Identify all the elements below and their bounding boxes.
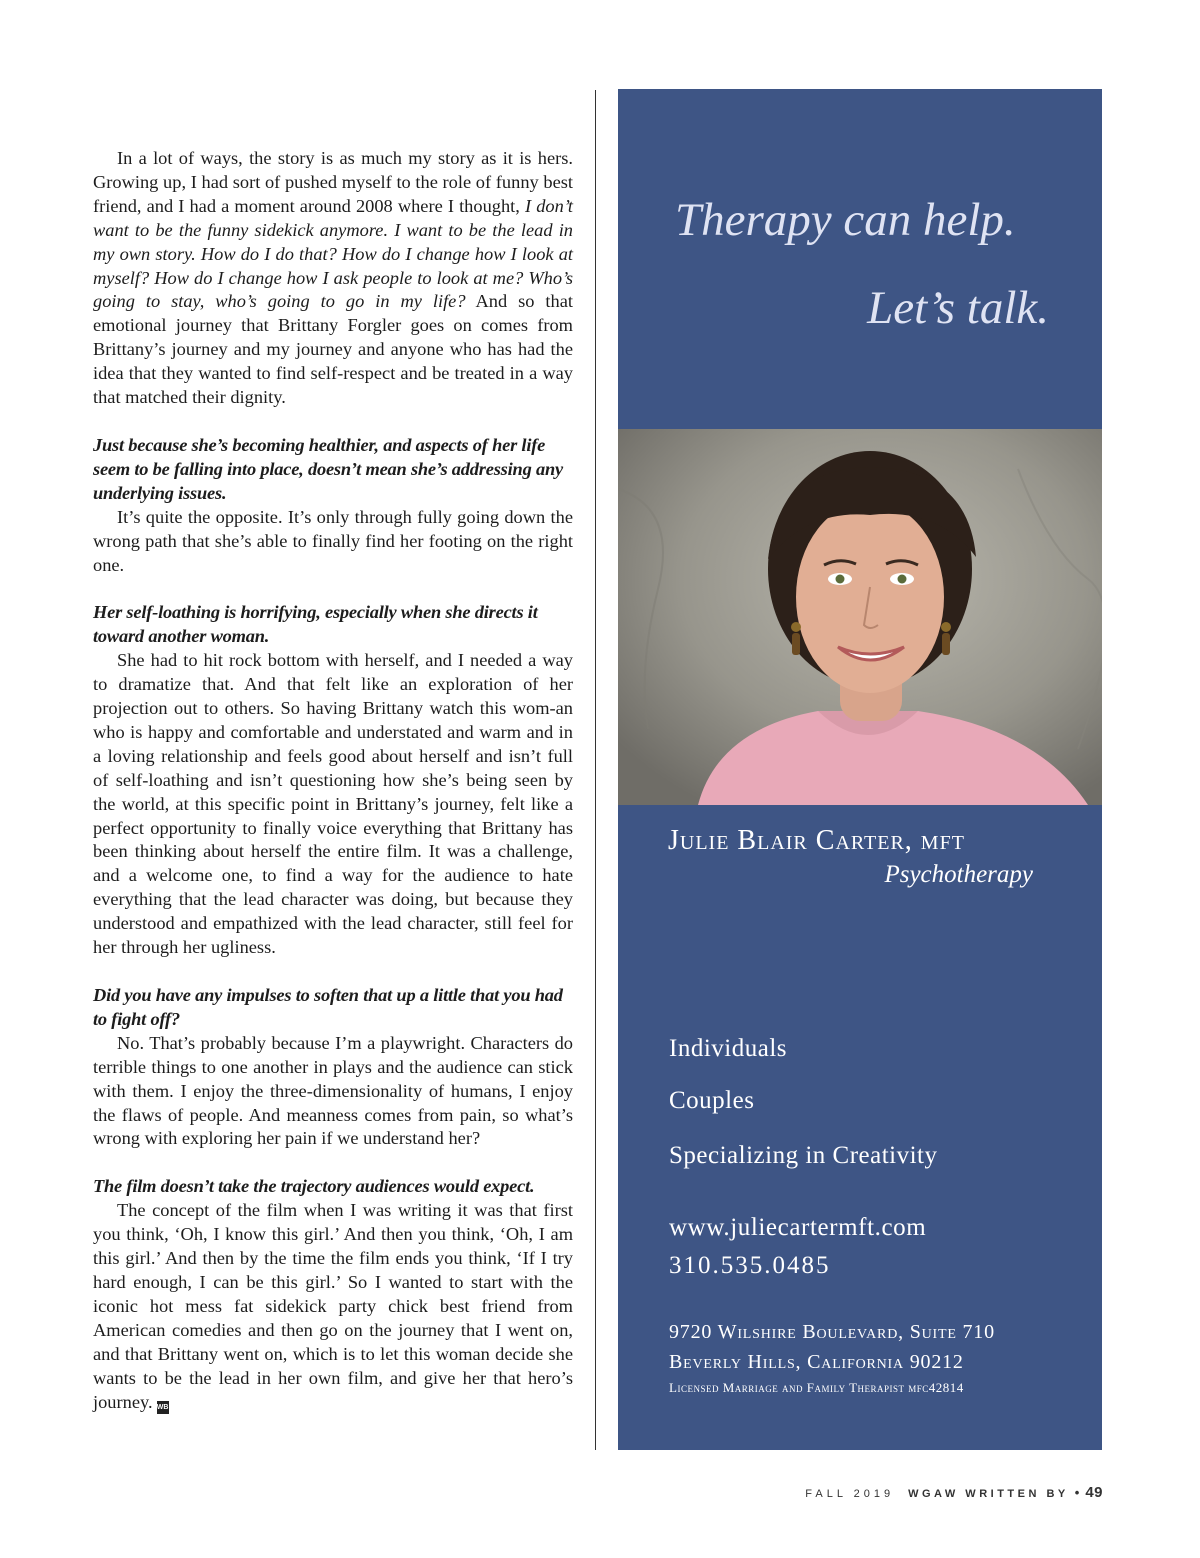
end-mark-icon: WB (157, 1401, 169, 1414)
article-paragraph: It’s quite the opposite. It’s only through fully going down the wrong path that she’s able to finally find her footing on the right one. (93, 506, 573, 575)
service-couples: Couples (669, 1087, 755, 1114)
ad-tagline-2: Let’s talk. (867, 282, 1049, 334)
therapist-portrait-photo (618, 429, 1102, 805)
service-creativity: Specializing in Creativity (669, 1142, 938, 1169)
interview-question: Her self-loathing is horrifying, especially when she directs it toward another woman. (93, 602, 538, 647)
therapist-advertisement (618, 89, 1102, 1450)
interview-question: Did you have any impulses to soften that up a little that you had to fight off? (93, 985, 563, 1029)
footer-season: FALL 2019 (805, 1488, 895, 1500)
article-italic-quote: I don’t want to be the funny sidekick anymore. I want to be the lead in my own story. How do I do that? How do I change how I look at myself? How do I change how I ask people to look at me? Who’s going to stay, who’s going to go in my life? (93, 195, 573, 312)
ad-phone: 310.535.0485 (669, 1252, 831, 1279)
article-paragraph: In a lot of ways, the story is as much my story as it is hers. Growing up, I had sort of pushed myself to the role of funny best friend, and I had a moment around 2008 where I thought, I don’t want to be the funny sidekick anymore. I want to be the lead in my own story. How do I do that? How do I change how I look at myself? How do I change how I ask people to look at me? Who’s going to stay, who’s going to go in my life? And so that emotional journey that Brittany Forgler goes on comes from Brittany’s journey and my journey and anyone who has had the idea that they wanted to find self-respect and be treated in a way that matched their dignity. (93, 148, 573, 408)
interview-question: Just because she’s becoming healthier, and aspects of her life seem to be falling into place, doesn’t mean she’s addressing any underlying issues. (93, 434, 563, 503)
article-paragraph: She had to hit rock bottom with herself, and I needed a way to dramatize that. And that felt like an exploration of her projection out to others. So having Brittany watch this wom-an who is happy and comfortable and understated and warm and in a loving relationship and feels good about herself and isn’t full of self-loathing and isn’t questioning how she’s being seen by the world, at this specific point in Brittany’s journey, felt like a perfect opportunity to finally voice everything that Brittany has been thinking about herself the entire film. It was a challenge, and a welcome one, to find a way for the audience to hate everything that the lead character was doing, but because they understood and empathized with the lead character, still feel for her through her ugliness. (93, 650, 573, 958)
ad-license: Licensed Marriage and Family Therapist mfc42814 (669, 1380, 964, 1395)
footer-magazine: WGAW WRITTEN BY (908, 1488, 1069, 1500)
ad-address-line-1: 9720 Wilshire Boulevard, Suite 710 (669, 1321, 995, 1343)
therapist-name: Julie Blair Carter, mft (668, 825, 965, 856)
ad-tagline-1: Therapy can help. (675, 194, 1016, 246)
article-column (93, 147, 573, 1414)
column-divider (595, 90, 596, 1450)
page-footer (805, 1484, 1103, 1501)
ad-website: www.juliecartermft.com (669, 1214, 927, 1241)
ad-address-line-2: Beverly Hills, California 90212 (669, 1351, 964, 1373)
footer-bullet: • (1074, 1485, 1080, 1500)
article-paragraph: The concept of the film when I was writing it was that first you think, ‘Oh, I know this girl.’ And then you think, ‘Oh, I am this girl.’ And then by the time the film ends you think, ‘If I try hard enough, I can be this girl.’ So I wanted to start with the iconic hot mess fat sidekick party chick best friend from American comedies and then go on the journey that I went on, and that Brittany went on, which is to let this woman decide she wants to be the lead in her own film, and give her that hero’s journey. WB (93, 1200, 573, 1412)
therapist-profession: Psychotherapy (884, 861, 1033, 888)
portrait-illustration (618, 429, 1102, 805)
interview-question: The film doesn’t take the trajectory audiences would expect. (93, 1176, 535, 1197)
article-paragraph: No. That’s probably because I’m a playwright. Characters do terrible things to one another in plays and the audience can stick with them. I enjoy the three-dimensionality of humans, I enjoy the flaws of people. And meanness comes from pain, so what’s wrong with exploring her pain if we understand her? (93, 1032, 573, 1149)
service-individuals: Individuals (669, 1035, 787, 1062)
page-number: 49 (1085, 1484, 1103, 1501)
